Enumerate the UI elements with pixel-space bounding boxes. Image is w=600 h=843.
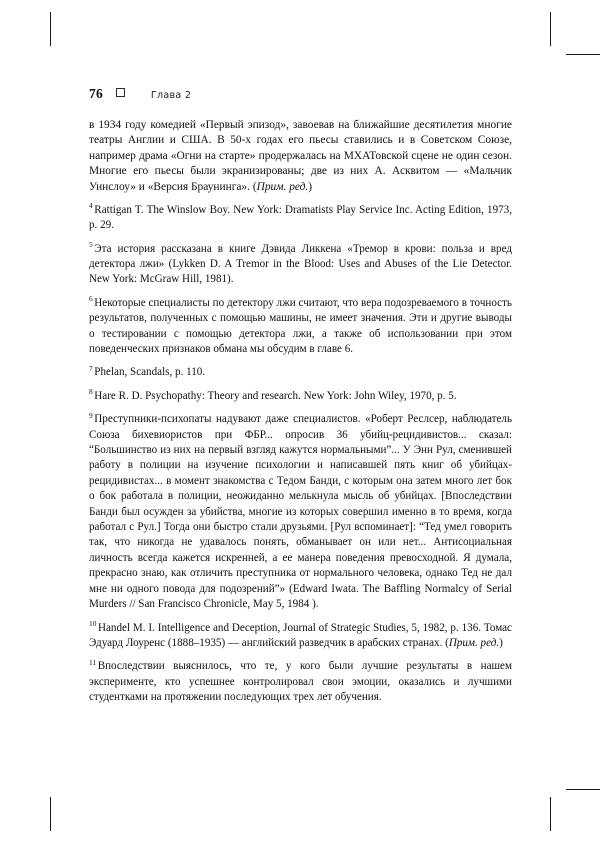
page-body bbox=[89, 0, 512, 843]
footnote-text-6: Некоторые специалисты по детектору лжи считают, что вера подозреваемого в точность результатов, полученных с помощью машины, не имеет значения. Эти и другие выводы о тестировании с помощью детектора лжи, а также об использовании при этом поведенческих признаков обмана мы обсудим в главе 6. bbox=[89, 296, 512, 356]
crop-mark-bottom-right-horizontal bbox=[566, 789, 600, 790]
lead-paragraph-text: в 1934 году комедией «Первый эпизод», завоевав на ближайшие десятилетия многие театры Англии и США. В 50-х годах его пьесы ставились и в Советском Союзе, например драма «Огни на старте» продержалась на МХАТовской сцене не один сезон. Многие его пьесы были экранизированы; две из них А. Асквитом — «Мальчик Уинслоу» и «Версия Браунинга». ( bbox=[89, 119, 512, 193]
footnote-11 bbox=[89, 659, 512, 705]
footnote-text-4: Rattigan T. The Winslow Boy. New York: Dramatists Play Service Inc. Acting Edition, 1973, p. 29. bbox=[89, 203, 512, 232]
footnote-text-8: Hare R. D. Psychopathy: Theory and research. New York: John Wiley, 1970, p. 5. bbox=[94, 389, 457, 402]
footnote-7 bbox=[89, 365, 512, 380]
crop-mark-top-right-vertical bbox=[550, 12, 551, 46]
square-ornament-icon bbox=[116, 88, 125, 97]
footnote-10-editor-note: Прим. ред. bbox=[448, 636, 500, 649]
chapter-title: Глава 2 bbox=[150, 90, 192, 101]
footnote-5 bbox=[89, 239, 512, 288]
footnote-9 bbox=[89, 412, 512, 612]
footnote-text-10: Handel M. I. Intelligence and Deception, Journal of Strategic Studies, 5, 1982, p. 136. Томас Эдуард Лоуренс (1888–1935) — английский разведчик в арабских странах. ( bbox=[89, 621, 512, 649]
lead-paragraph bbox=[89, 118, 512, 195]
footnote-marker-11: 11 bbox=[89, 657, 97, 667]
lead-paragraph-editor-note: Прим. ред. bbox=[256, 180, 309, 193]
footnote-10 bbox=[89, 618, 512, 652]
footnote-6 bbox=[89, 296, 512, 358]
footnote-marker-9: 9 bbox=[89, 410, 93, 420]
crop-mark-bottom-left bbox=[50, 797, 51, 831]
footnote-text-7: Phelan, Scandals, p. 110. bbox=[94, 366, 206, 379]
crop-mark-top-right-horizontal bbox=[566, 54, 600, 55]
text-block bbox=[89, 118, 512, 706]
footnote-text-5: Эта история рассказана в книге Дэвида Ликкена «Тремор в крови: польза и вред детектора лжи» (Lykken D. A Tremor in the Blood: Uses and Abuses of the Lie Detector. New York: McGraw Hill, 1981). bbox=[89, 242, 512, 286]
footnote-text-9: Преступники-психопаты надувают даже специалистов. «Роберт Реслсер, наблюдатель Союза бихевиористов при ФБР... опросив 36 убийц-рецидивистов... сказал: “Большинство из них на первый взгляд кажутся нормальными”... У Энн Рул, сменившей работу в полиции на изучение психологии и написавшей пять книг об убийцах-рецидивистах... в момент знакомства с Тедом Банди, с которым она затем много лет бок о бок работала в полиции, неожиданно мелькнула мысль об убийцах. [Впоследствии Банди был осужден за убийства, многие из которых совершил именно в то время, когда работал с Рул.] Тогда они быстро стали друзьями. [Рул вспоминает]: “Тед умел говорить так, что никогда не удавалось понять, обманывает он или нет... Антисоциальная личность всегда кажется искренней, а ее манера поведения превосходной. Я думала, прекрасно знаю, как отличить преступника от нормального человека, однако Тед не дал мне ни одного повода для подозрений”» (Edward Iwata. The Baffling Normalcy of Serial Murders // San Francisco Chronicle, May 5, 1984 ). bbox=[89, 413, 512, 611]
crop-mark-bottom-right-vertical bbox=[550, 797, 551, 831]
footnote-marker-10: 10 bbox=[89, 618, 97, 628]
running-head bbox=[89, 86, 512, 104]
lead-paragraph-tail: ) bbox=[308, 180, 313, 193]
footnote-text-11: Впоследствии выяснилось, что те, у кого были лучшие результаты в нашем эксперименте, кто успешнее контролировал свои эмоции, оказались и лучшими студентками на протяжении последующих трех лет обучения. bbox=[89, 660, 512, 704]
footnote-marker-4: 4 bbox=[89, 201, 93, 211]
crop-mark-top-left bbox=[50, 12, 51, 46]
footnote-marker-8: 8 bbox=[89, 387, 93, 397]
footnote-8 bbox=[89, 389, 512, 404]
footnote-marker-7: 7 bbox=[89, 363, 93, 373]
footnote-marker-6: 6 bbox=[89, 294, 93, 304]
footnote-marker-5: 5 bbox=[89, 239, 93, 249]
footnote-4 bbox=[89, 203, 512, 234]
page-number: 76 bbox=[89, 86, 103, 101]
footnote-10-tail: ) bbox=[499, 636, 503, 649]
